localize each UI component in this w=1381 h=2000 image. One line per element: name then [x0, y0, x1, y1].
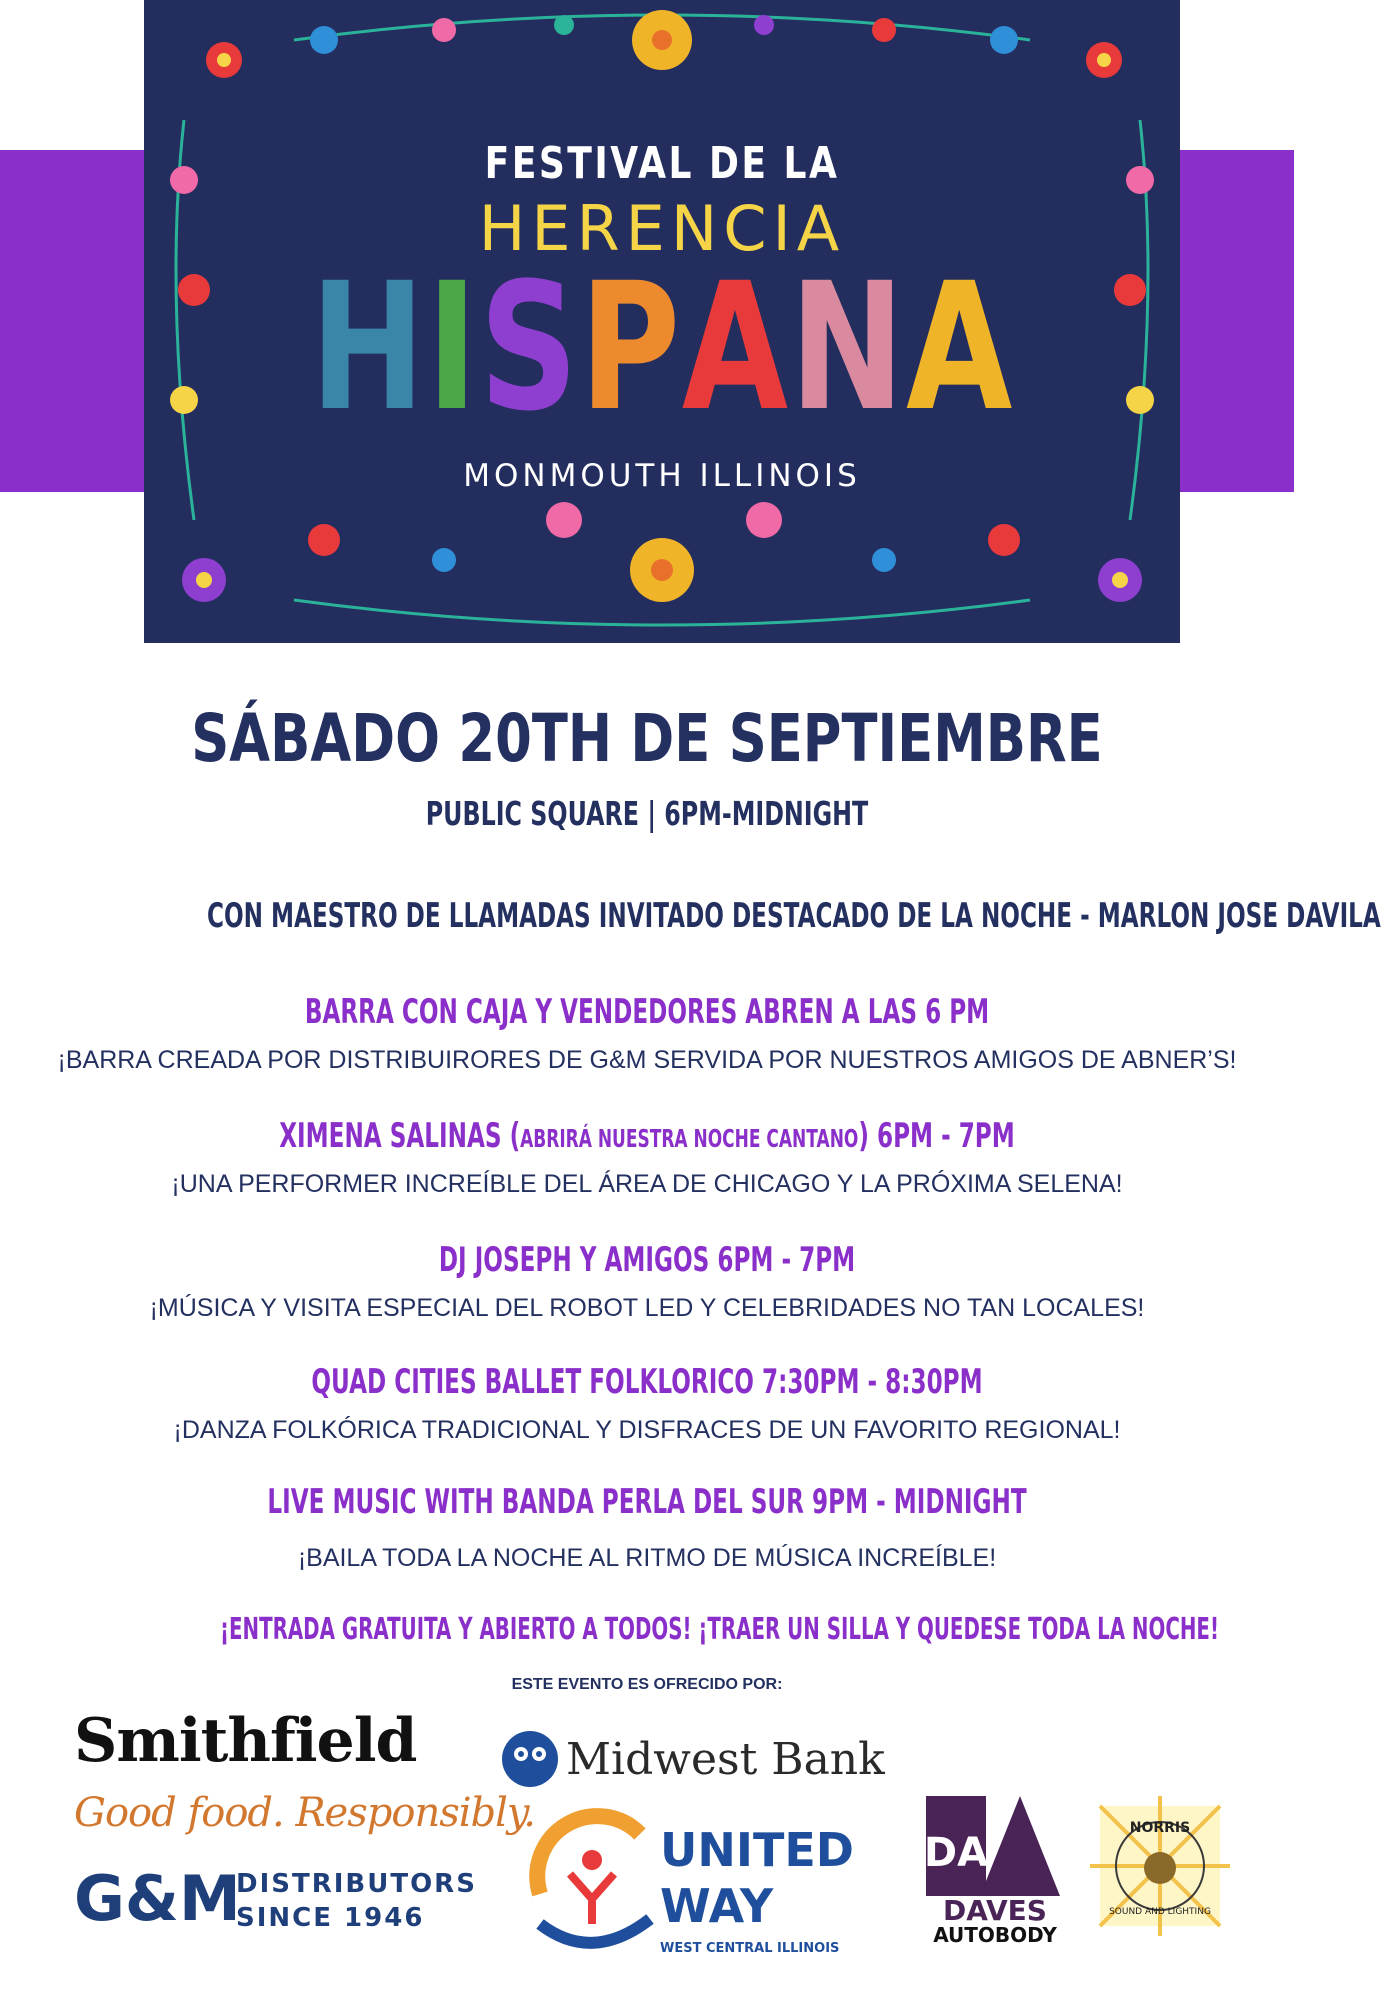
hispana-letter: N — [789, 245, 907, 450]
united-way-line1: UNITED — [660, 1823, 854, 1877]
free-entry-notice: ¡ENTRADA GRATUITA Y ABIERTO A TODOS! ¡TRAER UN SILLA Y QUEDESE TODA LA NOCHE! — [219, 1612, 1219, 1647]
banner-location: MONMOUTH ILLINOIS — [463, 458, 861, 494]
smithfield-tagline: Good food. Responsibly. — [74, 1790, 535, 1836]
schedule-desc: ¡BAILA TODA LA NOCHE AL RITMO DE MÚSICA INCREÍBLE! — [297, 1544, 997, 1572]
midwest-bank-name: Midwest Bank — [566, 1734, 885, 1785]
schedule-title-part: ) 6PM - 7PM — [858, 1116, 1015, 1156]
daves-autobody-logo — [920, 1796, 1070, 1946]
event-emcee: CON MAESTRO DE LLAMADAS INVITADO DESTACADO DE LA NOCHE - MARLON JOSE DAVILA — [207, 896, 1381, 936]
schedule-title: QUAD CITIES BALLET FOLKLORICO 7:30PM - 8:30PM — [311, 1362, 983, 1402]
schedule-desc: ¡BARRA CREADA POR DISTRIBUIRORES DE G&M SERVIDA POR NUESTROS AMIGOS DE ABNER’S! — [57, 1046, 1237, 1074]
schedule-title — [207, 1116, 1087, 1156]
gm-line2: SINCE 1946 — [236, 1903, 425, 1933]
united-way-line2: WAY — [660, 1879, 774, 1933]
daves-line1: DAVES — [943, 1894, 1047, 1927]
gm-distributors-logo — [74, 1848, 477, 1948]
norris-ring: SOUND AND LIGHTING — [1109, 1907, 1211, 1917]
smithfield-logo: Smithfield — [74, 1706, 417, 1776]
hispana-letter: H — [310, 245, 427, 450]
schedule-desc: ¡MÚSICA Y VISITA ESPECIAL DEL ROBOT LED Y CELEBRIDADES NO TAN LOCALES! — [149, 1294, 1145, 1322]
united-way-sub: WEST CENTRAL ILLINOIS — [660, 1941, 840, 1956]
hispana-letter: S — [479, 245, 580, 450]
festival-banner — [144, 0, 1180, 643]
gm-line1: DISTRIBUTORS — [236, 1869, 477, 1899]
schedule-title-part: XIMENA SALINAS ( — [279, 1116, 521, 1156]
schedule-title: DJ JOSEPH Y AMIGOS 6PM - 7PM — [438, 1240, 856, 1280]
schedule-title: LIVE MUSIC WITH BANDA PERLA DEL SUR 9PM - MIDNIGHT — [267, 1482, 1027, 1522]
schedule-title: BARRA CON CAJA Y VENDEDORES ABREN A LAS 6 PM — [304, 992, 990, 1032]
event-place-time: PUBLIC SQUARE | 6PM-MIDNIGHT — [425, 794, 869, 833]
norris-sound-logo — [1090, 1796, 1230, 1936]
hispana-letter: A — [906, 245, 1014, 450]
microphone-icon — [1144, 1852, 1176, 1884]
united-way-logo — [520, 1804, 854, 1970]
schedule-desc: ¡UNA PERFORMER INCREÍBLE DEL ÁREA DE CHICAGO Y LA PRÓXIMA SELENA! — [171, 1170, 1123, 1198]
event-date: SÁBADO 20TH DE SEPTIEMBRE — [191, 700, 1103, 777]
midwest-bank-logo — [498, 1724, 894, 1794]
hispana-letter: A — [681, 245, 790, 450]
person-icon — [582, 1850, 602, 1870]
banner-line-festival: FESTIVAL DE LA — [484, 138, 840, 189]
schedule-title-note: ABRIRÁ NUESTRA NOCHE CANTANO — [520, 1124, 859, 1153]
hispana-letter: I — [426, 245, 480, 450]
owl-icon — [502, 1731, 558, 1787]
sponsors-heading: ESTE EVENTO ES OFRECIDO POR: — [511, 1676, 783, 1693]
gm-letters: G&M — [74, 1862, 241, 1935]
banner-line-hispana — [258, 245, 1066, 450]
norris-top: NORRIS — [1129, 1820, 1191, 1836]
daves-line2: AUTOBODY — [933, 1923, 1057, 1947]
schedule-desc: ¡DANZA FOLKÓRICA TRADICIONAL Y DISFRACES DE UN FAVORITO REGIONAL! — [173, 1416, 1121, 1444]
daves-mark: DA — [923, 1830, 989, 1876]
hispana-letter: P — [579, 245, 682, 450]
banner-line-herencia: HERENCIA — [478, 192, 846, 265]
